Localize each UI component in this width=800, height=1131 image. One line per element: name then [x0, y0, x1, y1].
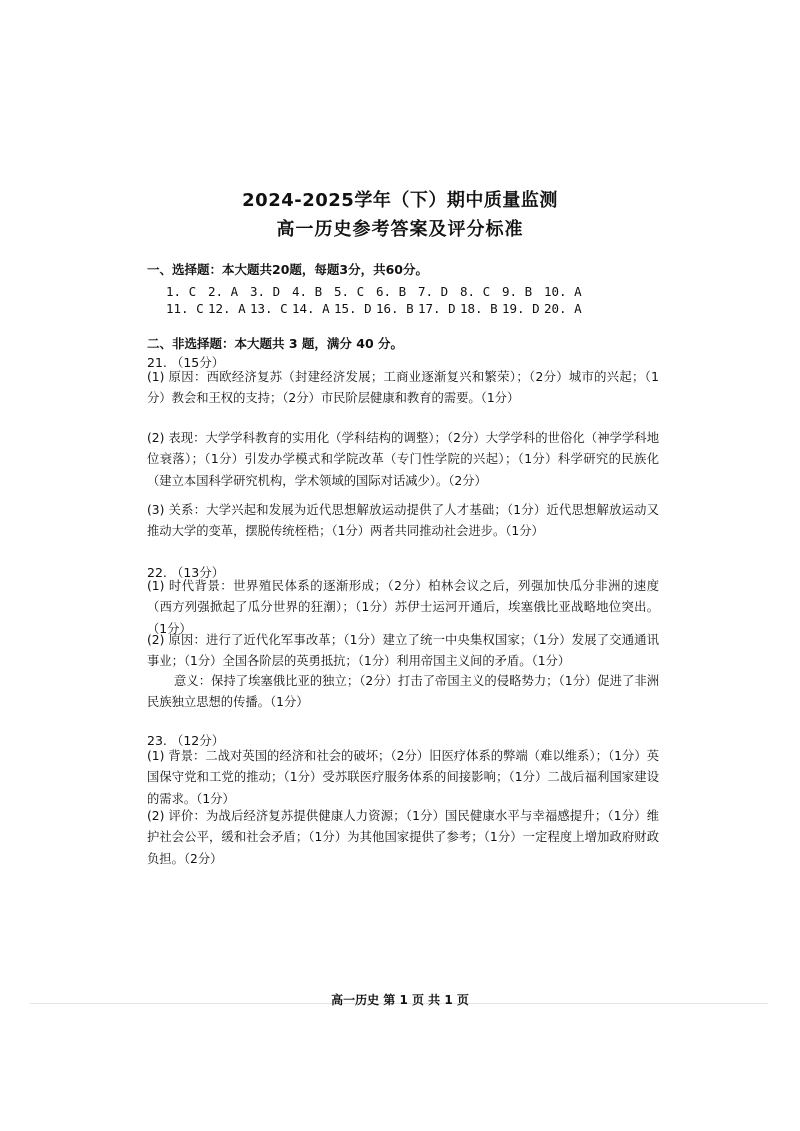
answer-item: 11. C	[166, 301, 204, 316]
answer-item: 13. C	[250, 301, 288, 316]
answer-item: 20. A	[544, 301, 582, 316]
answer-item: 9. B	[502, 284, 533, 299]
question-23-number: 23. （12分）	[147, 733, 225, 748]
answer-row-2	[166, 298, 586, 314]
answer-item: 6. B	[376, 284, 407, 299]
answer-item: 19. D	[502, 301, 540, 316]
document-title: 2024-2025学年（下）期中质量监测	[242, 190, 558, 211]
answer-item: 14. A	[292, 301, 330, 316]
answer-item: 2. A	[208, 284, 239, 299]
q23-part-2: (2) 评价：为战后经济复苏提供健康人力资源；（1分）国民健康水平与幸福感提升；（1分）维护社会公平，缓和社会矛盾；（1分）为其他国家提供了参考；（1分）一定程度上增加政府财政负担。（2分）	[147, 809, 659, 866]
question-21-number: 21. （15分）	[147, 355, 225, 370]
section-1-heading: 一、选择题：本大题共20题，每题3分，共60分。	[147, 262, 428, 277]
q23-part-1: (1) 背景：二战对英国的经济和社会的破坏；（2分）旧医疗体系的弊端（难以维系）；（1分）英国保守党和工党的推动；（1分）受苏联医疗服务体系的间接影响；（1分）二战后福利国家建设的需求。（1分）	[147, 749, 659, 806]
answer-item: 12. A	[208, 301, 246, 316]
answer-item: 17. D	[418, 301, 456, 316]
answer-item: 10. A	[544, 284, 582, 299]
section-2-heading: 二、非选择题：本大题共 3 题，满分 40 分。	[147, 336, 404, 351]
document-subtitle: 高一历史参考答案及评分标准	[276, 219, 524, 240]
page-footer: 高一历史 第 1 页 共 1 页	[331, 993, 469, 1007]
question-22-number: 22. （13分）	[147, 565, 225, 580]
answer-item: 15. D	[334, 301, 372, 316]
answer-item: 16. B	[376, 301, 414, 316]
answer-item: 3. D	[250, 284, 281, 299]
answer-item: 18. B	[460, 301, 498, 316]
q22-part-2: (2) 原因：进行了近代化军事改革；（1分）建立了统一中央集权国家；（1分）发展了交通通讯事业；（1分）全国各阶层的英勇抵抗；（1分）利用帝国主义间的矛盾。（1分）	[147, 633, 659, 669]
answer-item: 8. C	[460, 284, 491, 299]
q21-part-1: (1) 原因：西欧经济复苏（封建经济发展；工商业逐渐复兴和繁荣）；（2分）城市的兴起；（1分）教会和王权的支持；（2分）市民阶层健康和教育的需要。（1分）	[147, 370, 659, 406]
q22-part-1: (1) 时代背景：世界殖民体系的逐渐形成；（2分）柏林会议之后，列强加快瓜分非洲的速度（西方列强掀起了瓜分世界的狂潮）；（1分）苏伊士运河开通后，埃塞俄比亚战略地位突出。（1分）	[147, 579, 659, 636]
answer-item: 1. C	[166, 284, 197, 299]
q21-part-3: (3) 关系：大学兴起和发展为近代思想解放运动提供了人才基础；（1分）近代思想解放运动又推动大学的变革，摆脱传统桎梏；（1分）两者共同推动社会进步。（1分）	[147, 503, 659, 539]
q22-significance: 意义：保持了埃塞俄比亚的独立；（2分）打击了帝国主义的侵略势力；（1分）促进了非洲民族独立思想的传播。（1分）	[147, 674, 659, 710]
answer-row-1	[166, 281, 586, 297]
q21-part-2: (2) 表现：大学学科教育的实用化（学科结构的调整）；（2分）大学学科的世俗化（神学学科地位衰落）；（1分）引发办学模式和学院改革（专门性学院的兴起）；（1分）科学研究的民族化（建立本国科学研究机构，学术领域的国际对话减少）。（2分）	[147, 431, 659, 488]
answer-item: 7. D	[418, 284, 449, 299]
answer-item: 4. B	[292, 284, 323, 299]
answer-item: 5. C	[334, 284, 365, 299]
